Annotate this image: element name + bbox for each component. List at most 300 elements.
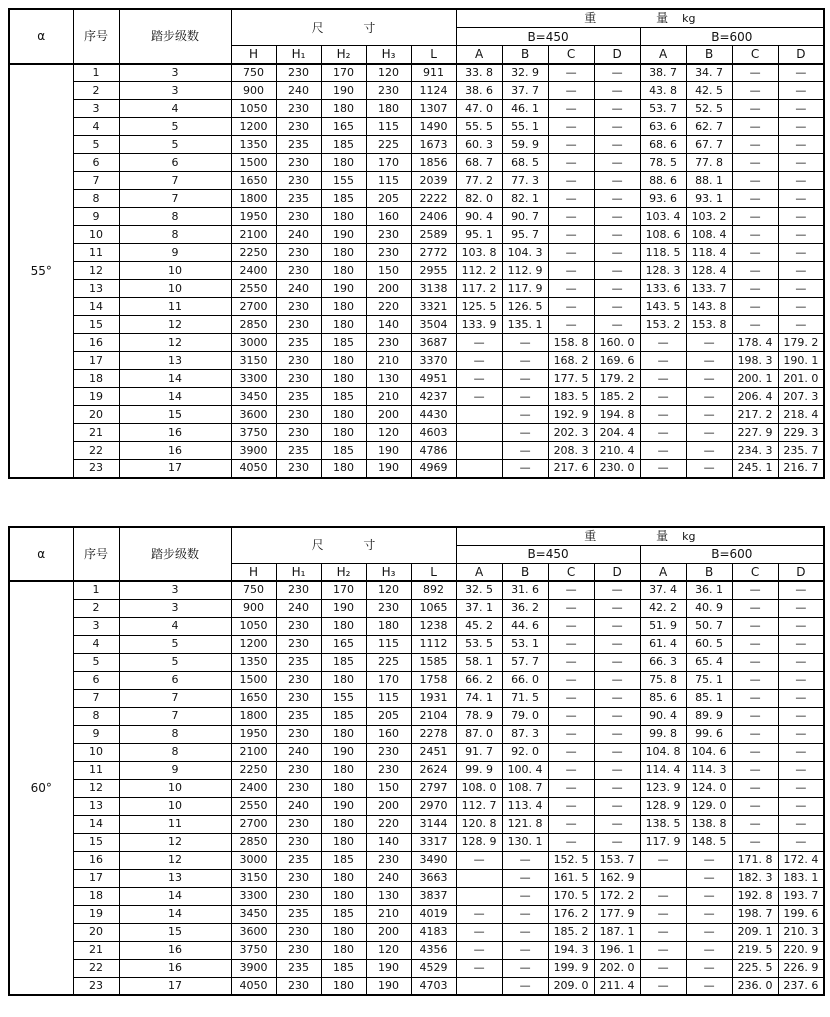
table-cell: 240 xyxy=(276,797,321,815)
table-cell: 210. 4 xyxy=(594,442,640,460)
table-cell: 230 xyxy=(276,617,321,635)
table-cell: 40. 9 xyxy=(686,599,732,617)
table-cell: — xyxy=(778,671,824,689)
table-cell: 2797 xyxy=(411,779,456,797)
table-cell: — xyxy=(732,118,778,136)
table-cell: — xyxy=(778,653,824,671)
table-cell: — xyxy=(456,923,502,941)
table-cell: 9 xyxy=(73,208,119,226)
table-row xyxy=(9,635,824,653)
table-cell: 185 xyxy=(321,388,366,406)
table-cell: — xyxy=(778,172,824,190)
table-cell: — xyxy=(548,82,594,100)
table-cell: — xyxy=(640,388,686,406)
table-cell: 200 xyxy=(366,923,411,941)
table-row xyxy=(9,905,824,923)
weight-subcolumn-header: D xyxy=(778,46,824,64)
table-cell: 16 xyxy=(119,959,231,977)
weight-subcolumn-header: C xyxy=(732,563,778,581)
table-cell: 4356 xyxy=(411,941,456,959)
table-cell: 17 xyxy=(119,460,231,478)
table-cell: 750 xyxy=(231,581,276,599)
table-cell: 104. 8 xyxy=(640,743,686,761)
table-cell: 46. 1 xyxy=(502,100,548,118)
table-cell: 117. 2 xyxy=(456,280,502,298)
table-cell: 1650 xyxy=(231,689,276,707)
table-row xyxy=(9,154,824,172)
table-cell: — xyxy=(732,100,778,118)
table-cell: 198. 7 xyxy=(732,905,778,923)
table-cell: — xyxy=(778,833,824,851)
table-cell: 92. 0 xyxy=(502,743,548,761)
table-cell: 103. 4 xyxy=(640,208,686,226)
table-cell: 155 xyxy=(321,689,366,707)
table-cell: 3 xyxy=(119,82,231,100)
table-cell: 75. 8 xyxy=(640,671,686,689)
table-cell: 180 xyxy=(321,617,366,635)
table-cell: 58. 1 xyxy=(456,653,502,671)
table-cell: 3 xyxy=(119,64,231,82)
table-cell: 230 xyxy=(276,316,321,334)
table-row xyxy=(9,689,824,707)
table-cell: 229. 3 xyxy=(778,424,824,442)
table-cell: 235 xyxy=(276,905,321,923)
table-cell: — xyxy=(456,334,502,352)
table-cell: 23 xyxy=(73,460,119,478)
table-cell: 2278 xyxy=(411,725,456,743)
table-cell: 185 xyxy=(321,959,366,977)
table-cell: 50. 7 xyxy=(686,617,732,635)
table-cell: 114. 4 xyxy=(640,761,686,779)
table-cell: 53. 7 xyxy=(640,100,686,118)
table-cell: — xyxy=(548,244,594,262)
table-cell: 129. 0 xyxy=(686,797,732,815)
table-cell: 85. 1 xyxy=(686,689,732,707)
table-cell: — xyxy=(502,352,548,370)
table-cell: 16 xyxy=(119,442,231,460)
table-cell: 5 xyxy=(119,136,231,154)
table-cell: 15 xyxy=(119,406,231,424)
table-row xyxy=(9,118,824,136)
table-cell: — xyxy=(594,833,640,851)
table-cell: 1 xyxy=(73,581,119,599)
table-cell: 5 xyxy=(119,653,231,671)
table-cell: — xyxy=(686,406,732,424)
table-cell: 8 xyxy=(73,707,119,725)
table-cell: — xyxy=(594,797,640,815)
table-cell: — xyxy=(548,172,594,190)
table-cell: 11 xyxy=(119,298,231,316)
table-row xyxy=(9,923,824,941)
table-cell: 2039 xyxy=(411,172,456,190)
table-cell: 37. 7 xyxy=(502,82,548,100)
table-cell: 68. 5 xyxy=(502,154,548,172)
table-cell: 117. 9 xyxy=(640,833,686,851)
table-cell: 1050 xyxy=(231,100,276,118)
table-cell: 2250 xyxy=(231,761,276,779)
table-cell: 200 xyxy=(366,797,411,815)
table-cell: — xyxy=(548,671,594,689)
table-cell: 227. 9 xyxy=(732,424,778,442)
table-cell: 126. 5 xyxy=(502,298,548,316)
weight-subcolumn-header: B xyxy=(502,563,548,581)
table-row xyxy=(9,352,824,370)
table-cell: — xyxy=(778,707,824,725)
header-row xyxy=(9,9,824,28)
table-cell: 230 xyxy=(276,725,321,743)
table-cell: 103. 2 xyxy=(686,208,732,226)
table-cell: 235 xyxy=(276,442,321,460)
table-cell: — xyxy=(502,869,548,887)
table-cell: — xyxy=(778,208,824,226)
table-cell: — xyxy=(686,424,732,442)
table-cell: 135. 1 xyxy=(502,316,548,334)
table-cell: 230 xyxy=(276,460,321,478)
table-cell: 8 xyxy=(119,743,231,761)
table-cell: 128. 4 xyxy=(686,262,732,280)
table-cell: 230 xyxy=(276,941,321,959)
table-cell: 108. 0 xyxy=(456,779,502,797)
table-cell: 235 xyxy=(276,653,321,671)
table-cell: — xyxy=(778,725,824,743)
table-cell: 120 xyxy=(366,424,411,442)
table-cell: — xyxy=(686,887,732,905)
table-cell: — xyxy=(502,959,548,977)
dim-subcolumn-header: H xyxy=(231,46,276,64)
table-cell: 2850 xyxy=(231,316,276,334)
table-row xyxy=(9,851,824,869)
table-cell: 185. 2 xyxy=(594,388,640,406)
table-cell: 194. 8 xyxy=(594,406,640,424)
table-cell: 158. 8 xyxy=(548,334,594,352)
table-cell: — xyxy=(548,635,594,653)
table-cell: 230 xyxy=(276,923,321,941)
table-cell: 180 xyxy=(366,617,411,635)
table-cell: — xyxy=(732,653,778,671)
table-cell: 225 xyxy=(366,136,411,154)
table-cell: 71. 5 xyxy=(502,689,548,707)
table-cell: — xyxy=(594,671,640,689)
table-cell: 1 xyxy=(73,64,119,82)
table-row xyxy=(9,761,824,779)
weight-subcolumn-header: D xyxy=(594,46,640,64)
table-cell: 108. 4 xyxy=(686,226,732,244)
table-cell: — xyxy=(594,707,640,725)
table-cell: 143. 5 xyxy=(640,298,686,316)
table-cell: 230 xyxy=(276,262,321,280)
table-cell: 230 xyxy=(276,635,321,653)
table-cell: 1065 xyxy=(411,599,456,617)
table-cell: 235 xyxy=(276,388,321,406)
table-cell: 4 xyxy=(119,100,231,118)
table-cell: 8 xyxy=(119,725,231,743)
table-cell: 13 xyxy=(119,869,231,887)
table-cell: 230 xyxy=(366,244,411,262)
table-cell: 180 xyxy=(321,370,366,388)
table-cell: 12 xyxy=(73,779,119,797)
table-cell: 202. 0 xyxy=(594,959,640,977)
table-cell: 2250 xyxy=(231,244,276,262)
table-cell: 99. 9 xyxy=(456,761,502,779)
table-cell: 170. 5 xyxy=(548,887,594,905)
table-cell: 4951 xyxy=(411,370,456,388)
table-cell: 1112 xyxy=(411,635,456,653)
table-cell: — xyxy=(548,64,594,82)
table-cell: — xyxy=(548,118,594,136)
table-cell: 20 xyxy=(73,923,119,941)
steps-column-header: 踏步级数 xyxy=(119,527,231,582)
table-cell: 115 xyxy=(366,689,411,707)
table-cell: 42. 5 xyxy=(686,82,732,100)
table-cell: 240 xyxy=(276,280,321,298)
table-cell: 168. 2 xyxy=(548,352,594,370)
table-row xyxy=(9,226,824,244)
dim-subcolumn-header: H₃ xyxy=(366,563,411,581)
table-cell: — xyxy=(732,581,778,599)
table-cell: 155 xyxy=(321,172,366,190)
table-cell: 8 xyxy=(119,226,231,244)
table-cell: 170 xyxy=(366,154,411,172)
table-cell: — xyxy=(594,635,640,653)
table-cell: — xyxy=(594,100,640,118)
table-cell: 103. 8 xyxy=(456,244,502,262)
table-cell: 130 xyxy=(366,887,411,905)
table-cell: — xyxy=(594,118,640,136)
table-cell: 7 xyxy=(119,689,231,707)
table-cell: 211. 4 xyxy=(594,977,640,995)
table-cell: 207. 3 xyxy=(778,388,824,406)
table-cell: 190 xyxy=(321,226,366,244)
table-cell: — xyxy=(732,743,778,761)
table-cell: 19 xyxy=(73,388,119,406)
table-cell: — xyxy=(502,424,548,442)
table-cell: — xyxy=(778,118,824,136)
table-cell: 5 xyxy=(119,635,231,653)
table-cell: 128. 9 xyxy=(456,833,502,851)
table-cell: 200 xyxy=(366,406,411,424)
table-cell: 196. 1 xyxy=(594,941,640,959)
table-cell: 112. 7 xyxy=(456,797,502,815)
table-cell: — xyxy=(502,887,548,905)
table-row xyxy=(9,244,824,262)
table-cell: — xyxy=(502,905,548,923)
table-row xyxy=(9,82,824,100)
table-cell: — xyxy=(686,442,732,460)
table-cell: 32. 9 xyxy=(502,64,548,82)
table-cell: 5 xyxy=(73,136,119,154)
table-cell: — xyxy=(732,172,778,190)
table-cell: 3300 xyxy=(231,370,276,388)
table-cell xyxy=(640,869,686,887)
table-cell: — xyxy=(778,298,824,316)
table-cell: 180 xyxy=(321,406,366,424)
table-cell: 104. 6 xyxy=(686,743,732,761)
table-cell: 177. 9 xyxy=(594,905,640,923)
table-cell: 162. 9 xyxy=(594,869,640,887)
table-cell: — xyxy=(502,851,548,869)
table-row xyxy=(9,941,824,959)
table-cell: — xyxy=(686,460,732,478)
table-cell: 3000 xyxy=(231,334,276,352)
table-cell: 15 xyxy=(73,316,119,334)
table-cell: 245. 1 xyxy=(732,460,778,478)
table-cell: 180 xyxy=(321,262,366,280)
table-cell: 125. 5 xyxy=(456,298,502,316)
table-cell: 230 xyxy=(276,833,321,851)
weight-group-label: 重 量 xyxy=(584,11,669,25)
table-cell: 124. 0 xyxy=(686,779,732,797)
table-cell: — xyxy=(548,833,594,851)
table-cell: 10 xyxy=(73,226,119,244)
table-cell: — xyxy=(686,388,732,406)
table-row xyxy=(9,869,824,887)
table-cell: 190 xyxy=(321,743,366,761)
table-cell: 230 xyxy=(276,370,321,388)
table-row xyxy=(9,815,824,833)
table-cell: 1950 xyxy=(231,208,276,226)
table-cell: — xyxy=(686,977,732,995)
table-cell: 204. 4 xyxy=(594,424,640,442)
table-cell: 3 xyxy=(119,599,231,617)
table-cell: — xyxy=(686,869,732,887)
table-cell: 209. 0 xyxy=(548,977,594,995)
table-cell: 22 xyxy=(73,442,119,460)
table-cell: 190 xyxy=(366,460,411,478)
table-cell: 16 xyxy=(73,334,119,352)
table-cell: 170 xyxy=(366,671,411,689)
table-cell: 112. 9 xyxy=(502,262,548,280)
table-cell: 10 xyxy=(119,280,231,298)
table-cell: — xyxy=(732,64,778,82)
table-cell: 1800 xyxy=(231,707,276,725)
table-cell: 1673 xyxy=(411,136,456,154)
table-cell: — xyxy=(456,959,502,977)
table-cell: 74. 1 xyxy=(456,689,502,707)
table-cell: 230. 0 xyxy=(594,460,640,478)
table-cell: — xyxy=(456,941,502,959)
dim-subcolumn-header: H₃ xyxy=(366,46,411,64)
table-cell: 87. 0 xyxy=(456,725,502,743)
table-cell: 180 xyxy=(321,887,366,905)
table-cell: 235 xyxy=(276,136,321,154)
table-cell: 55. 1 xyxy=(502,118,548,136)
table-cell: 1238 xyxy=(411,617,456,635)
table-cell: 63. 6 xyxy=(640,118,686,136)
table-cell: — xyxy=(594,761,640,779)
table-cell: 3900 xyxy=(231,442,276,460)
table-cell: — xyxy=(456,388,502,406)
table-cell: 153. 7 xyxy=(594,851,640,869)
table-cell: 3 xyxy=(73,617,119,635)
table-cell: — xyxy=(548,190,594,208)
table-cell: 190 xyxy=(321,599,366,617)
table-cell: — xyxy=(594,599,640,617)
table-cell: 4529 xyxy=(411,959,456,977)
table-cell: 3150 xyxy=(231,869,276,887)
table-cell: 2400 xyxy=(231,262,276,280)
table-cell: 2700 xyxy=(231,815,276,833)
dim-subcolumn-header: H₁ xyxy=(276,563,321,581)
table-cell: 88. 1 xyxy=(686,172,732,190)
table-cell: 180 xyxy=(366,100,411,118)
table-row xyxy=(9,262,824,280)
table-cell: 121. 8 xyxy=(502,815,548,833)
table-cell: — xyxy=(502,941,548,959)
table-cell: 16 xyxy=(73,851,119,869)
table-cell: 230 xyxy=(366,82,411,100)
table-cell: 13 xyxy=(73,280,119,298)
table-cell: 140 xyxy=(366,316,411,334)
table-cell: 2400 xyxy=(231,779,276,797)
table-cell: 17 xyxy=(119,977,231,995)
table-cell: 169. 6 xyxy=(594,352,640,370)
table-cell: — xyxy=(732,761,778,779)
weight-subcolumn-header: C xyxy=(548,46,594,64)
table-cell: 20 xyxy=(73,406,119,424)
table-cell: 115 xyxy=(366,172,411,190)
table-cell: 180 xyxy=(321,779,366,797)
table-cell: 892 xyxy=(411,581,456,599)
table-cell: 3750 xyxy=(231,941,276,959)
table-cell xyxy=(456,424,502,442)
table-cell: — xyxy=(594,689,640,707)
weight-subcolumn-header: B xyxy=(686,46,732,64)
table-row xyxy=(9,136,824,154)
table-cell: — xyxy=(640,442,686,460)
table-cell: 78. 5 xyxy=(640,154,686,172)
table-row xyxy=(9,298,824,316)
table-cell: 95. 7 xyxy=(502,226,548,244)
dim-subcolumn-header: H₂ xyxy=(321,563,366,581)
table-cell: — xyxy=(548,262,594,280)
table-cell: 1490 xyxy=(411,118,456,136)
table-cell: 172. 2 xyxy=(594,887,640,905)
table-cell: 194. 3 xyxy=(548,941,594,959)
table-row xyxy=(9,797,824,815)
table-cell: 230 xyxy=(276,208,321,226)
table-cell: 2955 xyxy=(411,262,456,280)
table-cell: 237. 6 xyxy=(778,977,824,995)
table-cell: 1200 xyxy=(231,635,276,653)
table-cell: 1307 xyxy=(411,100,456,118)
table-cell: 6 xyxy=(119,671,231,689)
table-cell: 180 xyxy=(321,671,366,689)
table-cell: — xyxy=(732,599,778,617)
seq-column-header: 序号 xyxy=(73,527,119,582)
table-cell: 12 xyxy=(119,851,231,869)
table-row xyxy=(9,653,824,671)
table-cell: 4 xyxy=(73,635,119,653)
table-row xyxy=(9,172,824,190)
table-cell: 87. 3 xyxy=(502,725,548,743)
table-cell: — xyxy=(778,617,824,635)
table-cell: 2100 xyxy=(231,226,276,244)
table-cell: 90. 4 xyxy=(640,707,686,725)
table-row xyxy=(9,442,824,460)
table-row xyxy=(9,460,824,478)
table-cell: — xyxy=(778,64,824,82)
table-cell: 1500 xyxy=(231,154,276,172)
weight-subcolumn-header: C xyxy=(732,46,778,64)
dim-subcolumn-header: L xyxy=(411,46,456,64)
table-cell: — xyxy=(732,136,778,154)
table-cell: 190 xyxy=(366,959,411,977)
table-cell: 120 xyxy=(366,64,411,82)
table-cell: 4703 xyxy=(411,977,456,995)
table-cell: — xyxy=(778,136,824,154)
steps-column-header: 踏步级数 xyxy=(119,9,231,64)
table-cell: — xyxy=(456,370,502,388)
